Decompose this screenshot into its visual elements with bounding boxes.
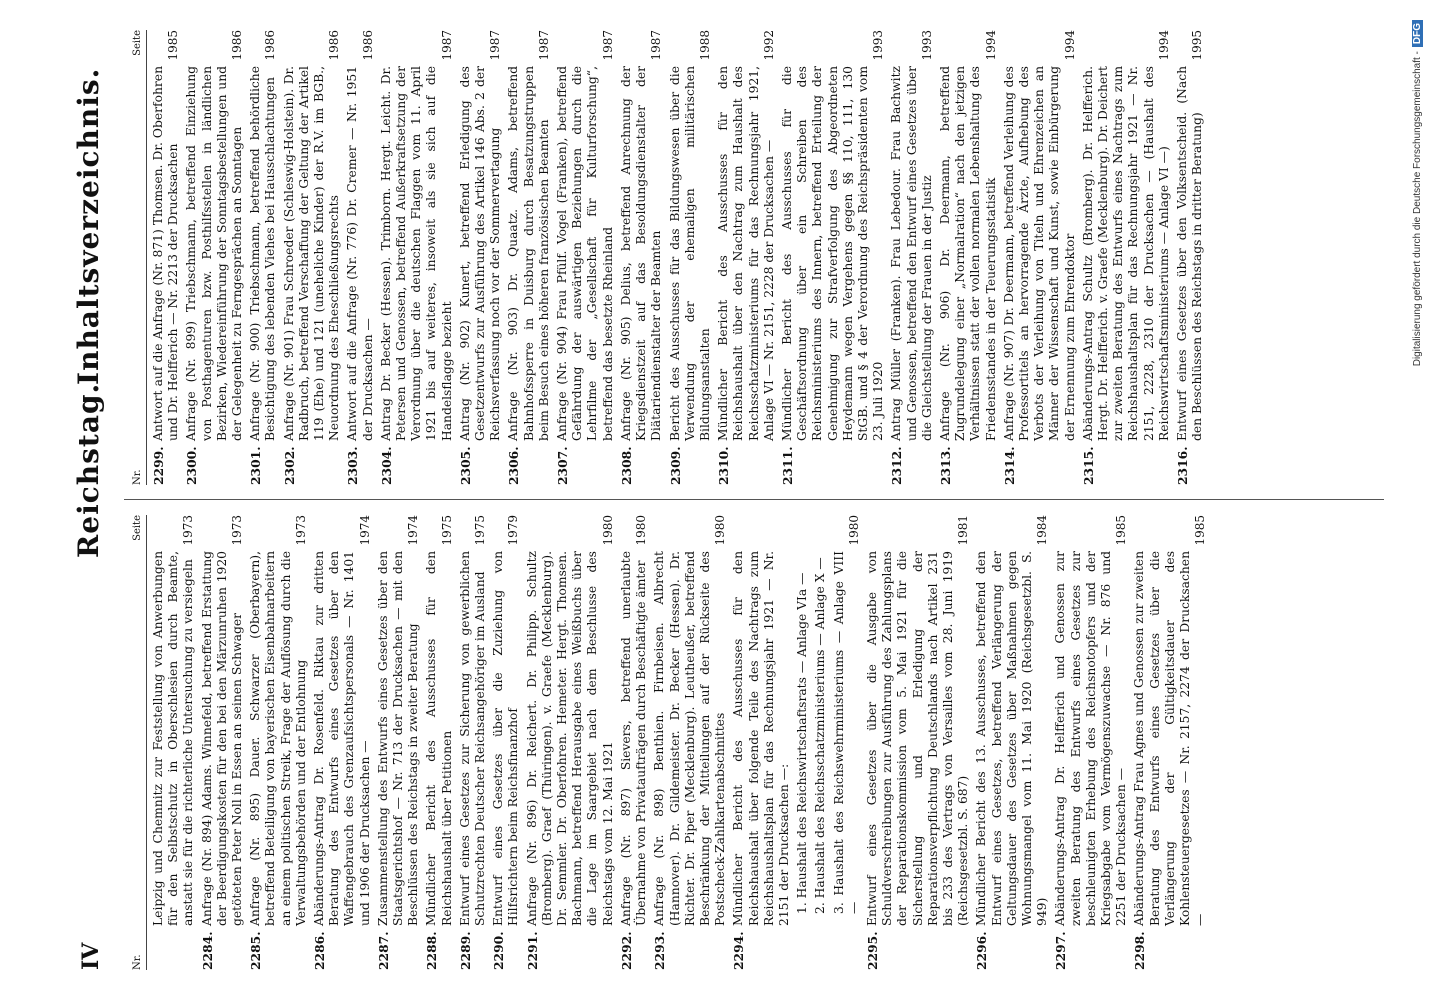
entry-number: 2308.	[618, 446, 634, 485]
entry-text: Zusammenstellung des Entwurfs eines Gesetzes über den Staatsgerichtshof — Nr. 713 der Drucksachen — mit den Beschlüssen des Reichstags in zweiter Beratung	[375, 551, 421, 926]
toc-entry	[731, 515, 792, 970]
toc-entry	[619, 30, 665, 485]
entry-page: 1974	[357, 515, 372, 546]
entry-number: 2304.	[378, 446, 394, 485]
entry-text: Mündlicher Bericht des Ausschusses für den Reichshaushalt über den Nachtrag zum Haushalt des Reichsschatzministeriums für das Rechnungsjahr 1921, Anlage VI — Nr. 2151, 2228 der Drucksachen —	[716, 66, 776, 441]
entry-text: Anfrage (Nr. 906) Dr. Deermann, betreffend Zugrundelegung einer „Normalration“ nach den jetzigen Verhältnissen statt der vollen normalen Lebenshaltung des Friedensstandes in der Teuerungsstatistik	[937, 66, 998, 441]
entry-text: Bericht des Ausschusses für das Bildungswesen über die Verwendung der ehemaligen militärischen Bildungsanstalten	[667, 66, 712, 441]
entry-text: Antrag (Nr. 902) Kunert, betreffend Erledigung des Gesetzentwurfs zur Ausführung des Artikel 146 Abs. 2 der Reichsverfassung noch vor der Sommervertagung	[457, 66, 503, 441]
toc-entry	[184, 30, 245, 485]
entry-text: Mündlicher Bericht des Ausschusses für den Reichshaushalt über Petitionen	[424, 551, 454, 926]
entry-text: Anfrage (Nr. 899) Triebschmann, betreffend Einziehung von Posthagenturen bzw. Posthilfsstellen in ländlichen Bezirken, Wiedereinführung der Sonntagsbestellungen und der Gelegenheit zu Ferngesprächen an Sonntagen	[184, 66, 245, 441]
toc-entry	[974, 515, 1050, 970]
toc-entry	[813, 515, 828, 970]
col-seite-label: Seite	[132, 30, 143, 56]
entry-number: 2287.	[375, 931, 391, 970]
entry-page: 1987	[488, 30, 503, 61]
entry-number: 2299.	[151, 446, 166, 485]
entry-page: 1988	[697, 30, 712, 61]
entry-text: 2. Haushalt des Reichsschatzministeriums — Anlage X —	[813, 557, 828, 914]
toc-entry	[652, 515, 728, 970]
left-column	[132, 515, 1387, 970]
entry-page: 1973	[230, 515, 245, 546]
entry-number: 2315.	[1080, 446, 1096, 485]
entry-text: 3. Haushalt des Reichswehrministeriums — Anlage VIII —	[831, 551, 861, 914]
toc-entry	[248, 515, 309, 970]
entry-text: Antwort auf die Anfrage (Nr. 871) Thomsen. Dr. Oberfohren und Dr. Helfferich — Nr. 2213 der Drucksachen	[151, 66, 181, 441]
entry-text: Abänderungs-Antrag Dr. Helfferich und Genossen zur zweiten Beratung des Entwurfs eines Gesetzes zur beschleunigten Erhebung des Reichsnotopfers und der Kriegsabgabe vom Vermögenszuwachse — Nr. 876 und 2251 der Drucksachen —	[1053, 551, 1129, 926]
left-column-header	[132, 515, 147, 970]
entry-page: 1980	[600, 515, 615, 546]
entry-page: 1985	[1193, 515, 1208, 546]
entry-number: 2311.	[779, 446, 795, 485]
entry-page: 1986	[230, 30, 245, 61]
entry-number: 2309.	[667, 446, 683, 485]
toc-entry	[345, 30, 375, 485]
entry-text: Anfrage (Nr. 903) Dr. Quaatz. Adams, betreffend Bahnhofssperre in Duisburg durch Besatzungstruppen beim Besuch eines höheren französischen Beamten	[506, 66, 551, 441]
col-seite-label: Seite	[132, 515, 143, 541]
entry-number: 2298.	[1132, 931, 1148, 970]
toc-entry	[1053, 515, 1129, 970]
toc-entry	[795, 515, 810, 970]
toc-entry	[506, 30, 552, 485]
entry-text: Anfrage (Nr. 904) Frau Pfülf. Vogel (Franken), betreffend Gefährdung der auswärtigen Beziehungen durch die Lehrfilme der „Gesellschaft für Kulturforschung“, betreffend das besetzte Rheinland	[555, 66, 615, 441]
entry-number	[795, 914, 810, 958]
entry-number: 2305.	[457, 446, 473, 485]
entry-text: Anfrage (Nr. 900) Triebschmann, betreffend behördliche Besichtigung des lebenden Viehes bei Hausschlachtungen	[248, 66, 278, 441]
toc-entry	[889, 30, 935, 485]
content-area	[62, 30, 1392, 970]
toc-entry	[780, 30, 886, 485]
entry-number: 2295.	[864, 931, 880, 970]
entry-page: 1985	[166, 30, 181, 61]
toc-entry	[668, 30, 714, 485]
entry-number: 2293.	[652, 931, 668, 970]
entry-page: 1987	[600, 30, 615, 61]
entry-text: Anfrage (Nr. 897) Sievers, betreffend unerlaubte Übernahme von Privataufträgen durch Beschäftigte ämter	[618, 551, 649, 926]
entry-page: 1981	[956, 515, 971, 546]
entry-number: 2286.	[312, 931, 328, 970]
entry-text: Entwurf eines Gesetzes zur Sicherung von gewerblichen Schutzrechten Deutscher Reichsangehöriger im Ausland	[457, 551, 488, 926]
entry-number: 2313.	[937, 446, 953, 485]
entry-text: Anfrage (Nr. 894) Adams. Winnefeld, betreffend Erstattung der Beerdigungskosten für den bei den Märzunruhen 1920 getöteten Peter Noll in Essen an seinen Schwager	[199, 551, 245, 926]
entry-text: Anfrage (Nr. 895) Dauer. Schwarzer (Oberbayern), betreffend Beteiligung von bayerischen Eisenbahnarbeitern an einem politischen Streik, Frage der Auflösung durch die Verwaltungsbehörden und der Entlohnung	[248, 551, 308, 926]
toc-entry	[1132, 515, 1208, 970]
toc-entry	[379, 30, 455, 485]
entry-text: 1. Haushalt des Reichswirtschaftsrats — Anlage VIa —	[795, 572, 810, 914]
entry-page: 1979	[506, 515, 521, 546]
toc-entry	[1081, 30, 1172, 485]
toc-entry	[619, 515, 649, 970]
entry-number: 2285.	[248, 931, 264, 970]
entry-text: Abänderungs-Antrag Schultz (Bromberg). Dr. Helfferich. Hergt. Dr. Helfferich. v. Graefe (Mecklenburg). Dr. Deichert zur zweiten Beratung des Entwurfs eines Nachtrags zum Reichshaushaltsplan für das Rechnungsjahr 1921 — Nr. 2151, 2228, 2310 der Drucksachen — (Haushalt des Reichswirtschaftsministeriums — Anlage VI —)	[1080, 66, 1171, 441]
toc-entry	[716, 30, 777, 485]
entry-page: 1995	[1190, 30, 1205, 61]
entry-number: 2297.	[1053, 931, 1069, 970]
entry-number: 2284.	[199, 931, 215, 970]
page-number: IV	[78, 942, 104, 970]
entry-number: 2288.	[424, 931, 440, 970]
entry-number: 2294.	[731, 931, 747, 970]
entry-text: Entwurf eines Gesetzes über den Volksentscheid. (Nach den Beschlüssen des Reichstags in dritter Beratung)	[1175, 66, 1205, 441]
col-nr-label: Nr.	[132, 469, 143, 485]
toc-entry	[458, 515, 488, 970]
toc-entry	[555, 30, 616, 485]
entry-text: Anfrage (Nr. 907) Dr. Deermann, betreffend Verleihung des Professortitels an hervorragende Ärzte, Aufhebung des Verbots der Verleihung von Titeln und Ehrenzeichen an Männer der Wissenschaft und Kunst, sowie Einbürgerung der Ernennung zum Ehrendoktor	[1001, 66, 1077, 441]
entry-number	[813, 914, 828, 958]
entry-text: Anfrage (Nr. 896) Dr. Reichert. Dr. Philipp. Schultz (Bromberg). Graef (Thüringen). v. Graefe (Mecklenburg). Dr. Semmler. Dr. Oberfohren. Hemeter. Hergt. Thomsen. Bachmann, betreffend Herausgabe eines Weißbuchs über die Lage im Saargebiet nach dem Beschlusse des Reichstags vom 12. Mai 1921	[524, 551, 615, 926]
entry-number: 2292.	[618, 931, 634, 970]
entry-page: 1980	[846, 515, 861, 546]
entry-number: 2289.	[457, 931, 473, 970]
header-title-left: Reichstag.	[72, 382, 105, 558]
entry-page: 1994	[1062, 30, 1077, 61]
toc-entry	[458, 30, 504, 485]
toc-entry	[151, 515, 197, 970]
entry-page: 1973	[293, 515, 308, 546]
toc-entry	[491, 515, 521, 970]
entry-text: Anfrage (Nr. 901) Frau Schroeder (Schleswig-Holstein). Dr. Radbruch, betreffend Verschaffung der Geltung der Artikel 119 (Ehe) und 121 (uneheliche Kinder) der R.V. im BGB., Neuordnung des Eheschließungsrechts	[281, 66, 342, 441]
column-divider	[124, 499, 1384, 500]
toc-entry	[282, 30, 343, 485]
entry-page: 1973	[181, 515, 196, 546]
entry-number: 2302.	[281, 446, 297, 485]
entry-page: 1975	[439, 515, 454, 546]
toc-entry	[200, 515, 246, 970]
entry-number: 2301.	[248, 446, 264, 485]
page-header	[62, 30, 124, 970]
left-entry-list	[151, 515, 1208, 970]
entry-page: 1985	[1114, 515, 1129, 546]
entry-number: 2312.	[889, 446, 905, 485]
toc-entry	[424, 515, 454, 970]
entry-number	[151, 926, 197, 970]
entry-number: 2316.	[1175, 446, 1190, 485]
entry-text: Mündlicher Bericht des 13. Ausschusses, betreffend den Entwurf eines Gesetzes, betreffend Verlängerung der Geltungsdauer des Gesetzes über Maßnahmen gegen Wohnungsmangel vom 11. Mai 1920 (Reichsgesetzbl. S. 949)	[974, 551, 1050, 926]
entry-page: 1984	[1035, 515, 1050, 546]
entry-number: 2306.	[506, 446, 522, 485]
right-column	[132, 30, 1387, 485]
toc-entry	[1175, 30, 1205, 485]
right-entry-list	[151, 30, 1205, 485]
toc-entry	[832, 515, 862, 970]
entry-number	[832, 914, 862, 958]
entry-number: 2303.	[345, 446, 361, 485]
entry-text: Abänderungs-Antrag Dr. Rosenfeld. Riktau zur dritten Beratung des Entwurfs eines Gesetzes über den Waffengebrauch des Grenzaufsichtspersonals — Nr. 1401 und 1906 der Drucksachen —	[312, 551, 372, 926]
entry-page: 1987	[649, 30, 664, 61]
col-nr-label: Nr.	[132, 954, 143, 970]
dfg-logo: DFG	[1412, 20, 1423, 47]
entry-page: 1993	[871, 30, 886, 61]
entry-number: 2290.	[491, 931, 507, 970]
toc-entry	[376, 515, 422, 970]
entry-page: 1987	[536, 30, 551, 61]
entry-page: 1987	[439, 30, 454, 61]
dfg-watermark	[1412, 20, 1423, 366]
toc-entry	[151, 30, 181, 485]
entry-number: 2314.	[1001, 446, 1017, 485]
entry-page: 1986	[360, 30, 375, 61]
entry-number: 2300.	[184, 446, 200, 485]
entry-text: Anfrage (Nr. 898) Benthien. Firnbeisen. Albrecht (Hannover). Dr. Gildemeister. Dr. Becker (Hessen). Dr. Richter. Dr. Piper (Mecklenburg). Leutheußer, betreffend Beschränkung der Mitteilungen auf der Rückseite des Postscheck-Zahlkartenabschnittes	[652, 551, 728, 926]
entry-page: 1986	[327, 30, 342, 61]
toc-entry	[1002, 30, 1078, 485]
entry-text: Mündlicher Bericht des Ausschusses für den Reichshaushalt über folgende Teile des Nachtrags zum Reichshaushaltsplan für das Rechnungsjahr 1921 — Nr. 2151 der Drucksachen —:	[731, 551, 791, 926]
entry-page: 1993	[919, 30, 934, 61]
entry-number: 2310.	[716, 446, 732, 485]
entry-page: 1986	[263, 30, 278, 61]
entry-text: Leipzig und Chemnitz zur Feststellung von Anwerbungen für den Selbstschutz in Oberschlesien durch Beamte, anstatt sie für die richterliche Untersuchung zu versiegeln	[151, 551, 196, 926]
toc-entry	[865, 515, 971, 970]
entry-number: 2291.	[524, 931, 540, 970]
entry-text: Antrag Dr. Becker (Hessen). Trimborn. Hergt. Leicht. Dr. Petersen und Genossen, betreffend Außerkraftsetzung der Verordnung über die deutschen Flaggen vom 11. April 1921 bis auf weiteres, insoweit als sie sich auf die Handelsflagge bezieht	[378, 66, 454, 441]
entry-number: 2307.	[555, 446, 571, 485]
entry-text: Antwort auf die Anfrage (Nr. 776) Dr. Cremer — Nr. 1951 der Drucksachen —	[345, 66, 375, 441]
entry-text: Entwurf eines Gesetzes über die Ausgabe von Schuldverschreibungen zur Ausführung des Zahlungsplans der Reparationskommission vom 5. Mai 1921 für die Sicherstellung und Erledigung der Reparationsverpflichtung Deutschlands nach Artikel 231 bis 233 des Vertrags von Versailles vom 28. Juni 1919 (Reichsgesetzbl. S. 687)	[864, 551, 971, 926]
entry-page: 1992	[761, 30, 776, 61]
entry-text: Entwurf eines Gesetzes über die Zuziehung von Hilfsrichtern beim Reichsfinanzhof	[491, 551, 521, 926]
entry-page: 1980	[713, 515, 728, 546]
right-column-header	[132, 30, 147, 485]
toc-entry	[248, 30, 278, 485]
entry-text: Abänderungs-Antrag Frau Agnes und Genossen zur zweiten Beratung des Entwurfs eines Gesetzes über die Verlängerung der Gültigkeitsdauer des Kohlensteuergesetzes — Nr. 2157, 2274 der Drucksachen —	[1132, 551, 1208, 926]
entry-page: 1994	[983, 30, 998, 61]
entry-text: Antrag Müller (Franken). Frau Lebedour. Frau Bachwitz und Genossen, betreffend den Entwurf eines Gesetzes über die Gleichstellung der Frauen in der Justiz	[889, 66, 934, 441]
footer-strip	[1408, 0, 1434, 1000]
watermark-text: Digitalisierung gefördert durch die Deutsche Forschungsgemeinschaft -	[1412, 51, 1423, 367]
entry-number: 2296.	[974, 931, 990, 970]
entry-page: 1975	[473, 515, 488, 546]
toc-entry	[525, 515, 616, 970]
toc-entry	[312, 515, 373, 970]
entry-page: 1974	[406, 515, 421, 546]
entry-page: 1980	[634, 515, 649, 546]
entry-text: Anfrage (Nr. 905) Delius, betreffend Anrechnung der Kriegsdienstzeit auf das Besoldungsdienstalter der Diätariendienstalter der Beamten	[618, 66, 664, 441]
header-title-right: Inhaltsverzeichnis.	[72, 67, 105, 385]
entry-text: Mündlicher Bericht des Ausschusses für die Geschäftsordnung über ein Schreiben des Reichsministeriums des Innern, betreffend Erteilung der Genehmigung zur Strafverfolgung des Abgeordneten Heydemann wegen Vergehens gegen §§ 110, 111, 130 StGB. und § 4 der Verordnung des Reichspräsidenten vom 23. Juli 1920	[779, 66, 886, 441]
entry-page: 1994	[1156, 30, 1171, 61]
toc-entry	[938, 30, 999, 485]
